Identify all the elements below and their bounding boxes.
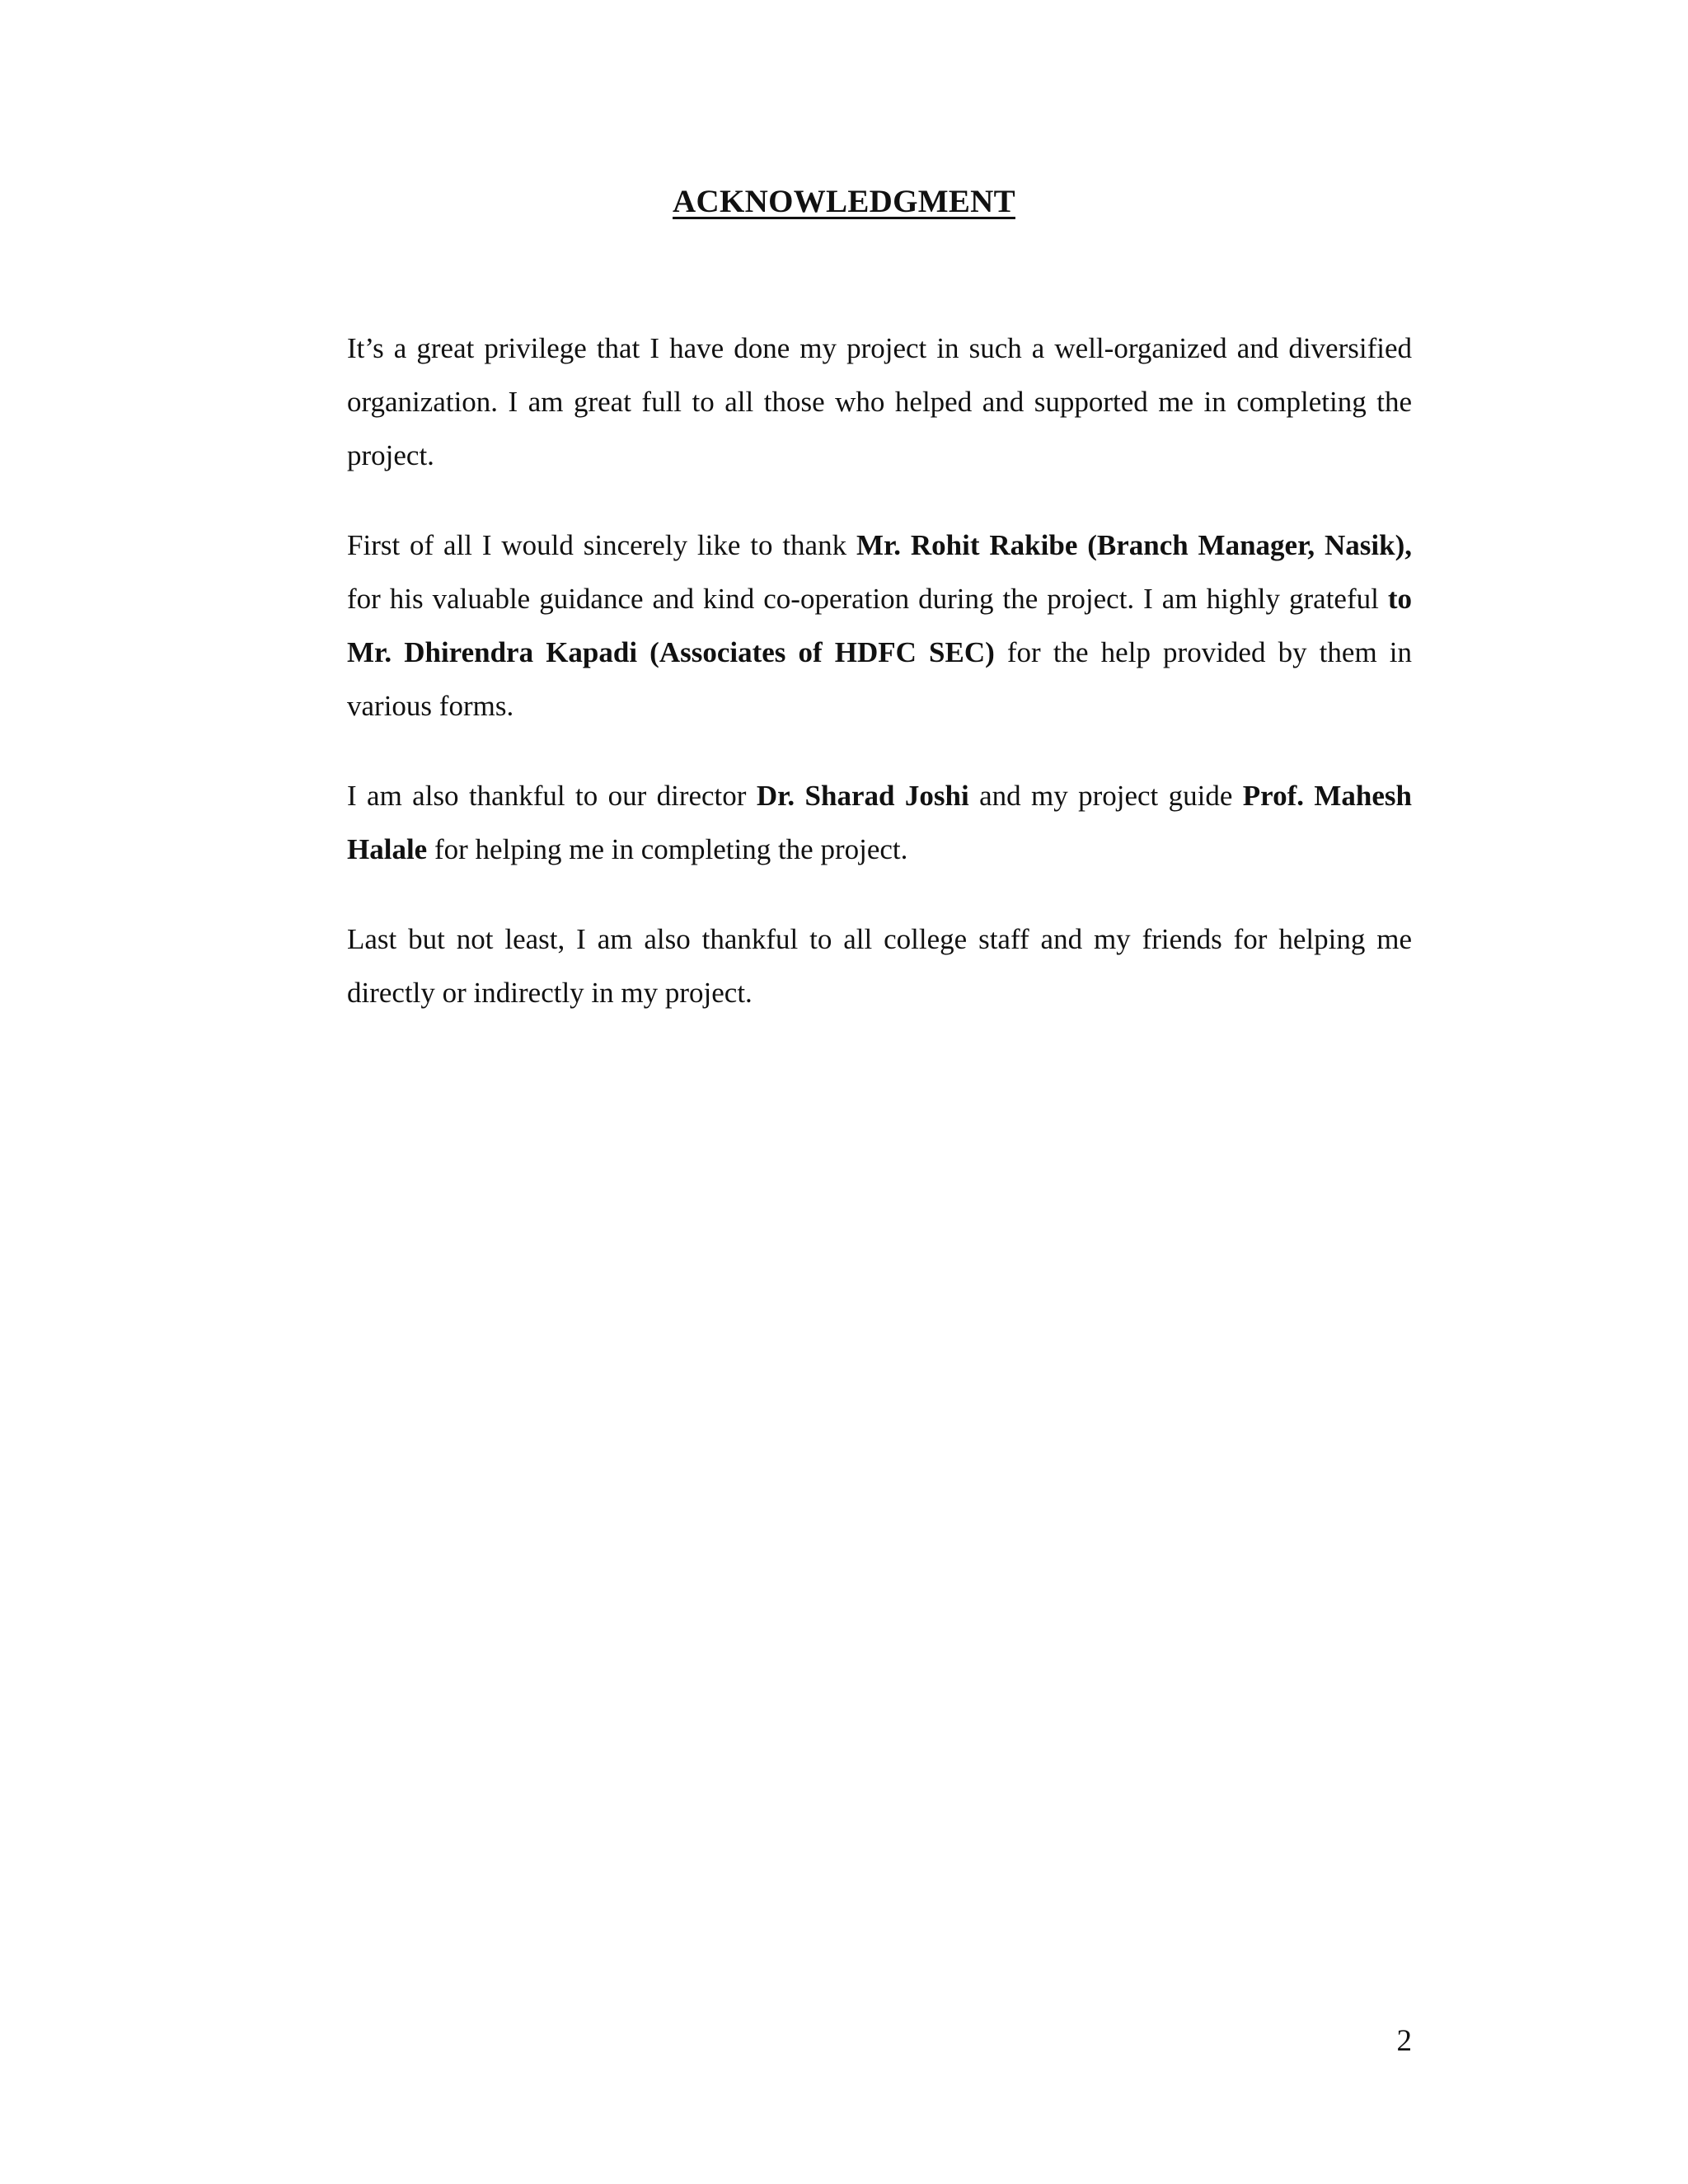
bold-name-project-guide: Prof. Mahesh Halale <box>347 780 1412 865</box>
paragraph-text: It’s a great privilege that I have done my project in such a well-organized and diversified organization. I am great full to all those who helped and supported me in completing the project. <box>347 332 1412 471</box>
paragraph-text: First of all I would sincerely like to thank <box>347 529 856 561</box>
paragraph-4 <box>347 912 1412 1019</box>
paragraph-text: for helping me in completing the project. <box>427 833 908 865</box>
paragraph-text: and my project guide <box>968 780 1243 812</box>
page-title: ACKNOWLEDGMENT <box>673 184 1015 219</box>
bold-name-director: Dr. Sharad Joshi <box>756 780 969 812</box>
page-number: 2 <box>1396 2024 1412 2058</box>
bold-name-associate: to Mr. Dhirendra Kapadi (Associates of HDFC SEC) <box>347 583 1412 668</box>
paragraph-2 <box>347 518 1412 733</box>
paragraph-3 <box>347 769 1412 876</box>
acknowledgment-body <box>347 321 1412 1056</box>
paragraph-text: for his valuable guidance and kind co-operation during the project. I am highly grateful <box>347 583 1388 615</box>
paragraph-text: for the help provided by them in various forms. <box>347 636 1412 722</box>
paragraph-1 <box>347 321 1412 482</box>
bold-name-branch-manager: Mr. Rohit Rakibe (Branch Manager, Nasik), <box>856 529 1413 561</box>
paragraph-text: I am also thankful to our director <box>347 780 757 812</box>
paragraph-text: Last but not least, I am also thankful to all college staff and my friends for helping me directly or indirectly in my project. <box>347 923 1412 1009</box>
